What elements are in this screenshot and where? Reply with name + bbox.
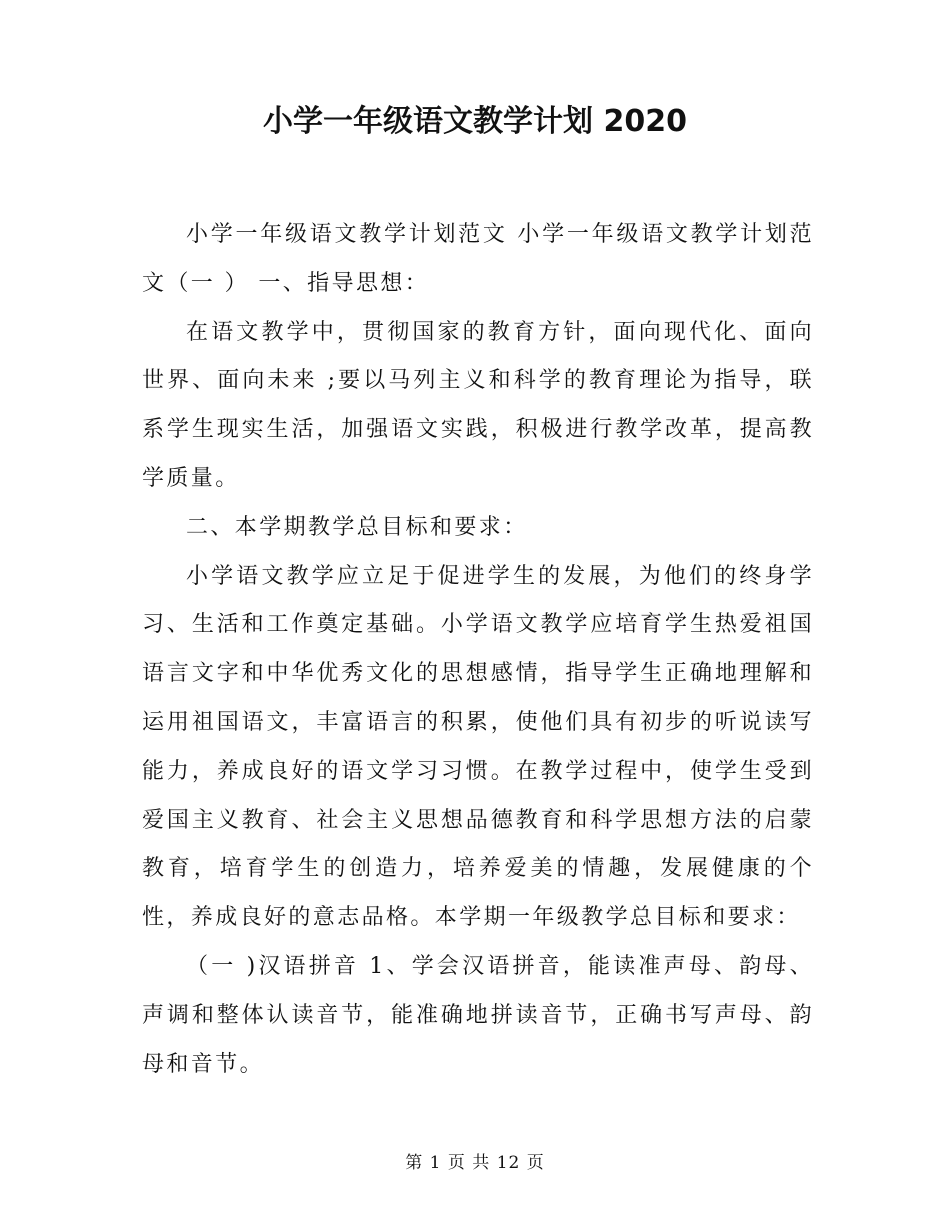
paragraph-section-two-heading: 二、本学期教学总目标和要求： [186,514,528,540]
document-title: 小学一年级语文教学计划 2020 [263,104,687,139]
paragraph-guiding-thought: 在语文教学中，贯彻国家的教育方针，面向现代化、面向世界、面向未来 ;要以马列主义和科学的教育理论为指导，联系学生现实生活，加强语文实践，积极进行教学改革，提高教学质量。 [142,319,814,491]
page-number-footer: 第 1 页 共 12 页 [405,1153,545,1173]
paragraph-intro: 小学一年级语文教学计划范文 小学一年级语文教学计划范文（一 ） 一、指导思想： [142,222,814,296]
paragraph-goals: 小学语文教学应立足于促进学生的发展，为他们的终身学习、生活和工作奠定基础。小学语文教学应培育学生热爱祖国语言文字和中华优秀文化的思想感情，指导学生正确地理解和运用祖国语文，丰富语言的积累，使他们具有初步的听说读写能力，养成良好的语文学习习惯。在教学过程中，使学生受到爱国主义教育、社会主义思想品德教育和科学思想方法的启蒙教育，培育学生的创造力，培养爱美的情趣，发展健康的个性，养成良好的意志品格。本学期一年级教学总目标和要求： [142,563,814,931]
document-body [142,211,814,1089]
paragraph-pinyin: （一 )汉语拼音 1、学会汉语拼音，能读准声母、韵母、声调和整体认读音节，能准确地拼读音节，正确书写声母、韵母和音节。 [142,953,814,1077]
